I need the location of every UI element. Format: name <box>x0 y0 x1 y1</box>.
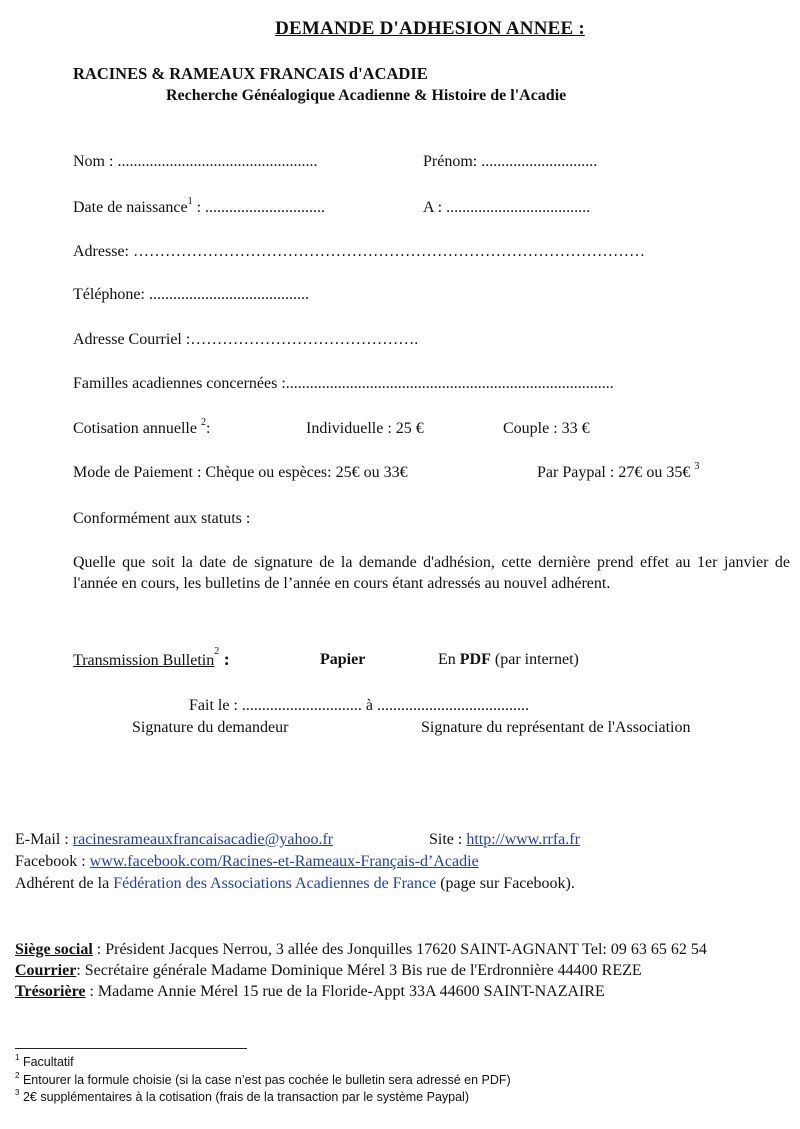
organization-name: RACINES & RAMEAUX FRANCAIS d'ACADIE <box>73 64 428 83</box>
option-individuelle[interactable]: Individuelle : 25 € <box>306 420 424 437</box>
email-link[interactable]: racinesrameauxfrancaisacadie@yahoo.fr <box>72 831 334 848</box>
form-title: DEMANDE D'ADHESION ANNEE : <box>275 18 585 39</box>
email-line <box>15 831 333 849</box>
adresse-field[interactable]: Adresse: …………………………………………………………………………………… <box>73 243 645 260</box>
telephone-field[interactable]: Téléphone: ........................................ <box>73 286 309 303</box>
mode-paiement: Mode de Paiement : Chèque ou espèces: 25€ ou 33€ <box>73 464 408 481</box>
adherent-suffix: (page sur Facebook). <box>436 875 575 892</box>
familles-field[interactable]: Familles acadiennes concernées :.................................................................................. <box>73 375 614 392</box>
footnote-ref-1: 1 <box>187 196 193 207</box>
courrier-label: Courrier <box>15 962 77 979</box>
naissance-field[interactable] <box>73 196 326 217</box>
footnote-ref-2: 2 <box>200 417 206 428</box>
footnote-ref-3: 3 <box>694 461 700 472</box>
transmission-colon: : <box>219 649 230 669</box>
siege-social <box>15 941 707 959</box>
pdf-bold: PDF <box>459 651 491 668</box>
option-papier[interactable]: Papier <box>320 651 366 668</box>
statuts-heading: Conformément aux statuts : <box>73 510 251 527</box>
transmission-text: Transmission Bulletin <box>73 652 215 669</box>
cotisation-text: Cotisation annuelle <box>73 420 197 437</box>
signature-demandeur: Signature du demandeur <box>132 719 289 736</box>
option-pdf[interactable] <box>438 651 579 669</box>
courrier <box>15 962 642 980</box>
footnote-2-num: 2 <box>15 1071 20 1080</box>
site-label: Site : <box>429 831 467 848</box>
nom-field[interactable]: Nom : .................................................. <box>73 153 318 170</box>
facebook-label: Facebook : <box>15 853 90 870</box>
prenom-field[interactable]: Prénom: ............................. <box>423 153 598 170</box>
paypal-text: Par Paypal : 27€ ou 35€ <box>537 464 691 481</box>
statuts-paragraph: Quelle que soit la date de signature de la demande d'adhésion, cette dernière prend effet au 1er janvier de l'année en cours, les bulletins de l’année en cours étant adressés au nouvel adhérent. <box>73 554 790 592</box>
pdf-suffix: (par internet) <box>490 651 579 668</box>
footnote-3 <box>15 1090 469 1104</box>
organization-subtitle: Recherche Généalogique Acadienne & Histoire de l'Acadie <box>166 87 567 104</box>
cotisation-label <box>73 417 211 438</box>
footnote-1-num: 1 <box>15 1053 20 1062</box>
site-link[interactable]: http://www.rrfa.fr <box>466 831 580 848</box>
facebook-link[interactable]: www.facebook.com/Racines-et-Rameaux-Français-d’Acadie <box>89 853 479 870</box>
federation-name: Fédération des Associations Acadiennes de France <box>113 875 437 892</box>
footnote-2 <box>15 1073 511 1087</box>
footnote-3-num: 3 <box>15 1088 20 1097</box>
siege-label: Siège social <box>15 941 93 958</box>
tresoriere <box>15 983 605 1001</box>
footnote-1 <box>15 1055 74 1069</box>
pdf-prefix: En <box>438 651 460 668</box>
footnote-3-text: 2€ supplémentaires à la cotisation (frais de la transaction par le système Paypal) <box>22 1090 469 1104</box>
transmission-label <box>73 646 230 670</box>
adherent-prefix: Adhérent de la <box>15 875 114 892</box>
courriel-field[interactable]: Adresse Courriel :……………………………………. <box>73 331 419 348</box>
paypal-option <box>537 461 700 482</box>
site-line <box>429 831 580 849</box>
footnote-divider <box>15 1048 247 1049</box>
lieu-naissance-field[interactable]: A : .................................... <box>423 199 591 216</box>
naissance-dots: : .............................. <box>192 199 326 216</box>
fait-le-field[interactable]: Fait le : .............................. à ...................................... <box>189 697 529 714</box>
footnote-2-text: Entourer la formule choisie (si la case n’est pas cochée le bulletin sera adressé en PDF) <box>22 1073 511 1087</box>
siege-text: : Président Jacques Nerrou, 3 allée des Jonquilles 17620 SAINT-AGNANT Tel: 09 63 65 62 54 <box>92 941 707 958</box>
courrier-text: : Secrétaire générale Madame Dominique Mérel 3 Bis rue de l'Erdronnière 44400 REZE <box>76 962 642 979</box>
footnote-1-text: Facultatif <box>22 1055 74 1069</box>
tresoriere-label: Trésorière <box>15 983 86 1000</box>
cotisation-colon: : <box>205 420 211 437</box>
adherent-line <box>15 875 575 893</box>
tresoriere-text: : Madame Annie Mérel 15 rue de la Floride-Appt 33A 44600 SAINT-NAZAIRE <box>85 983 605 1000</box>
email-label: E-Mail : <box>15 831 73 848</box>
footnote-ref-2b: 2 <box>214 646 220 657</box>
signature-representant: Signature du représentant de l'Association <box>421 719 691 736</box>
facebook-line <box>15 853 479 871</box>
option-couple[interactable]: Couple : 33 € <box>503 420 590 437</box>
naissance-label: Date de naissance <box>73 199 188 216</box>
